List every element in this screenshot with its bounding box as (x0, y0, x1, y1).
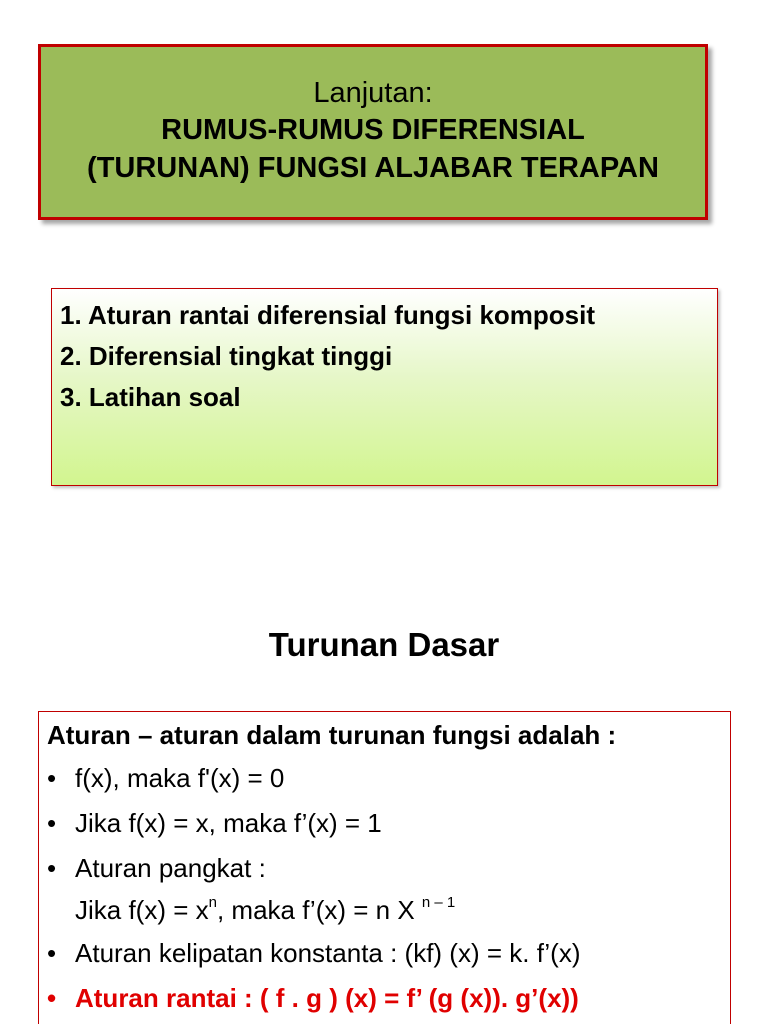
rule-text: Aturan pangkat : (75, 853, 266, 883)
rule-item-highlighted (47, 976, 730, 1021)
power-rule-part-2: , maka f’(x) = n X (216, 895, 422, 925)
constant-rule-text: Aturan kelipatan konstanta : (kf) (x) = k. f’(x) (75, 938, 581, 968)
section-heading: Turunan Dasar (268, 626, 500, 663)
title-line-1: RUMUS-RUMUS DIFERENSIAL (161, 114, 585, 146)
rule-item (47, 931, 730, 976)
rule-text: f(x), maka f'(x) = 0 (75, 763, 285, 793)
topic-item: 3. Latihan soal (60, 382, 241, 412)
power-rule-exponent-n-minus-1: n – 1 (421, 894, 456, 911)
rules-box (38, 711, 731, 1024)
power-rule-part-1: Jika f(x) = x (75, 895, 209, 925)
bullet-icon: • (47, 938, 57, 968)
bullet-icon: • (47, 853, 57, 883)
topic-item: 2. Diferensial tingkat tinggi (60, 341, 393, 371)
title-subtitle: Lanjutan: (313, 77, 433, 109)
power-rule-formula (47, 889, 730, 931)
power-rule-exponent-n: n (208, 894, 217, 911)
topics-box (51, 288, 718, 486)
chain-rule-text: Aturan rantai : ( f . g ) (x) = f’ (g (x)). g’(x)) (75, 983, 579, 1013)
bullet-icon: • (47, 808, 57, 838)
title-line-2: (TURUNAN) FUNGSI ALJABAR TERAPAN (87, 152, 659, 184)
bullet-icon: • (47, 763, 57, 793)
rules-intro: Aturan – aturan dalam turunan fungsi adalah : (47, 720, 617, 750)
rule-item (47, 756, 730, 801)
title-box (38, 44, 708, 220)
rule-text: Jika f(x) = x, maka f’(x) = 1 (75, 808, 382, 838)
bullet-icon: • (47, 983, 57, 1013)
rule-item (47, 801, 730, 846)
rule-item (47, 846, 730, 891)
topic-item: 1. Aturan rantai diferensial fungsi komposit (60, 300, 596, 330)
